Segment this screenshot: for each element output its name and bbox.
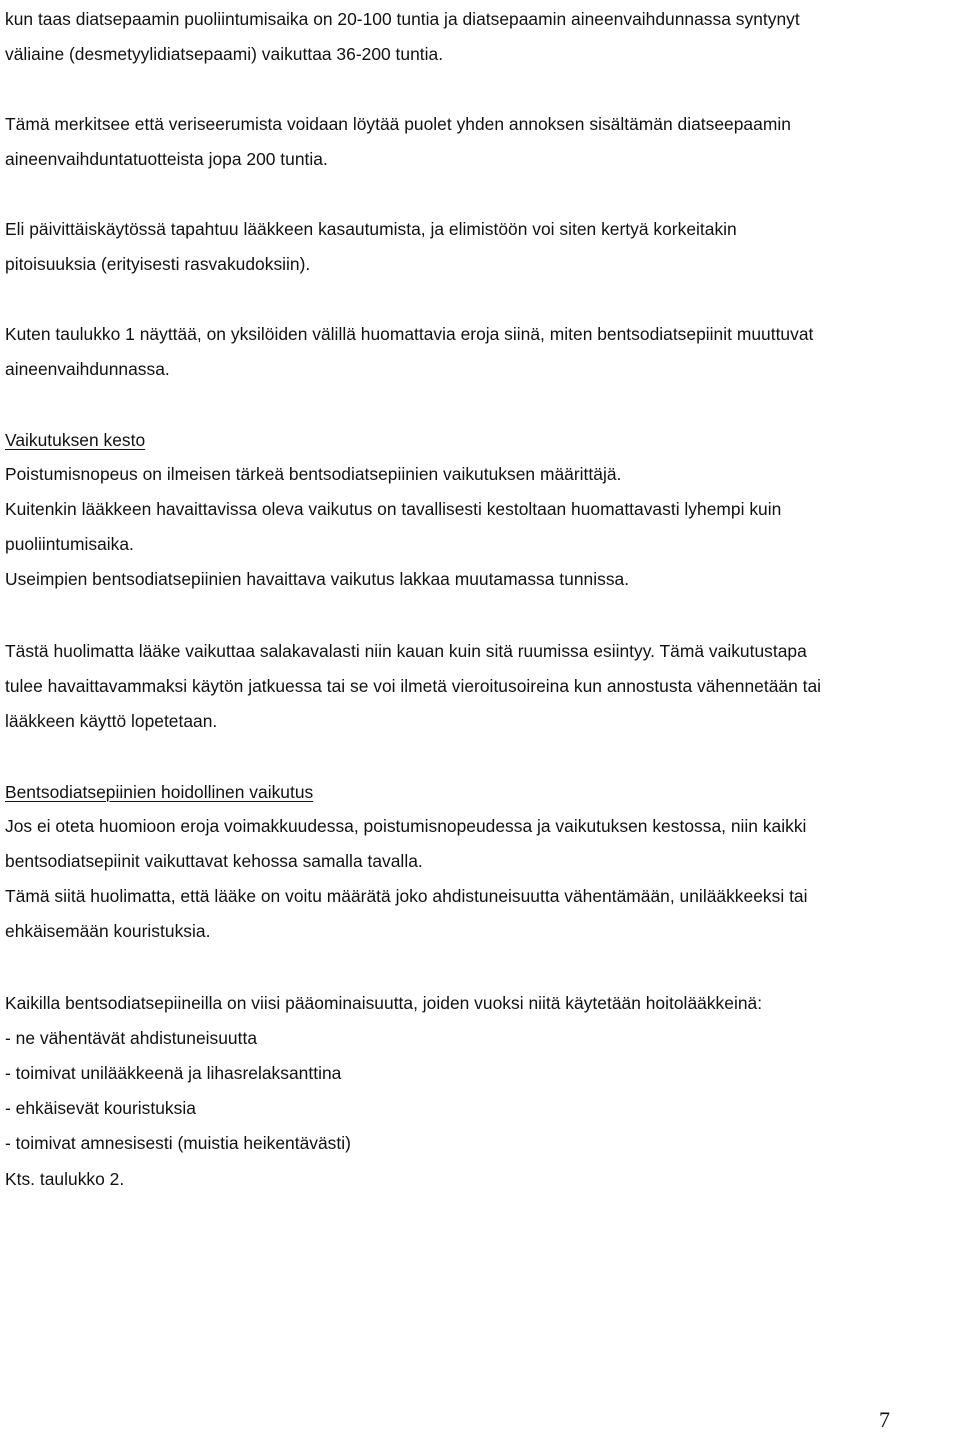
paragraph-lingering-effect-line-1: Tästä huolimatta lääke vaikuttaa salakavalasti niin kauan kuin sitä ruumissa esiintyy. Tämä vaikutustapa — [5, 641, 807, 661]
paragraph-regardless-of-use-line-2: ehkäisemään kouristuksia. — [5, 921, 211, 941]
paragraph-main-properties-line-1: Kaikilla bentsodiatsepiineilla on viisi pääominaisuutta, joiden vuoksi niitä käytetään hoitolääkkeinä: — [5, 993, 763, 1013]
paragraph-individual-differences-line-2: aineenvaihdunnassa. — [5, 359, 170, 379]
list-properties-line-2: - toimivat unilääkkeenä ja lihasrelaksanttina — [5, 1063, 342, 1083]
reference-table-2-line-1: Kts. taulukko 2. — [5, 1169, 125, 1189]
paragraph-regardless-of-use-line-1: Tämä siitä huolimatta, että lääke on voitu määrätä joko ahdistuneisuutta vähentämään, unilääkkeeksi tai — [5, 886, 808, 906]
list-properties-line-1: - ne vähentävät ahdistuneisuutta — [5, 1028, 258, 1048]
page-number: 7 — [879, 1407, 890, 1432]
paragraph-half-life-line-1: kun taas diatsepaamin puoliintumisaika on 20-100 tuntia ja diatsepaamin aineenvaihdunnassa syntynyt — [5, 9, 800, 29]
paragraph-similar-effect-line-1: Jos ei oteta huomioon eroja voimakkuudessa, poistumisnopeudessa ja vaikutuksen kestossa, niin kaikki — [5, 816, 807, 836]
list-properties-line-3: - ehkäisevät kouristuksia — [5, 1098, 196, 1118]
paragraph-observable-effect-line-1: Kuitenkin lääkkeen havaittavissa oleva vaikutus on tavallisesti kestoltaan huomattavasti lyhempi kuin — [5, 499, 782, 519]
paragraph-accumulation-line-2: pitoisuuksia (erityisesti rasvakudoksiin). — [5, 254, 311, 274]
paragraph-accumulation-line-1: Eli päivittäiskäytössä tapahtuu lääkkeen kasautumista, ja elimistöön voi siten kertyä korkeitakin — [5, 219, 737, 239]
paragraph-blood-levels-line-2: aineenvaihduntatuotteista jopa 200 tuntia. — [5, 149, 328, 169]
paragraph-effect-ends-line-1: Useimpien bentsodiatsepiinien havaittava vaikutus lakkaa muutamassa tunnissa. — [5, 569, 630, 589]
paragraph-observable-effect-line-2: puoliintumisaika. — [5, 534, 134, 554]
paragraph-elimination-rate-line-1: Poistumisnopeus on ilmeisen tärkeä bentsodiatsepiinien vaikutuksen määrittäjä. — [5, 464, 622, 484]
list-properties-line-4: - toimivat amnesisesti (muistia heikentävästi) — [5, 1133, 351, 1153]
paragraph-individual-differences-line-1: Kuten taulukko 1 näyttää, on yksilöiden välillä huomattavia eroja siinä, miten bentsodiatsepiinit muuttuvat — [5, 324, 814, 344]
paragraph-lingering-effect-line-2: tulee havaittavammaksi käytön jatkuessa tai se voi ilmetä vieroitusoireina kun annostusta vähennetään tai — [5, 676, 822, 696]
paragraph-half-life-line-2: väliaine (desmetyylidiatsepaami) vaikuttaa 36-200 tuntia. — [5, 44, 444, 64]
heading-duration: Vaikutuksen kesto — [5, 430, 146, 450]
paragraph-similar-effect-line-2: bentsodiatsepiinit vaikuttavat kehossa samalla tavalla. — [5, 851, 423, 871]
paragraph-lingering-effect-line-3: lääkkeen käyttö lopetetaan. — [5, 711, 218, 731]
paragraph-blood-levels-line-1: Tämä merkitsee että veriseerumista voidaan löytää puolet yhden annoksen sisältämän diatseepaamin — [5, 114, 791, 134]
heading-therapeutic-effect: Bentsodiatsepiinien hoidollinen vaikutus — [5, 782, 314, 802]
